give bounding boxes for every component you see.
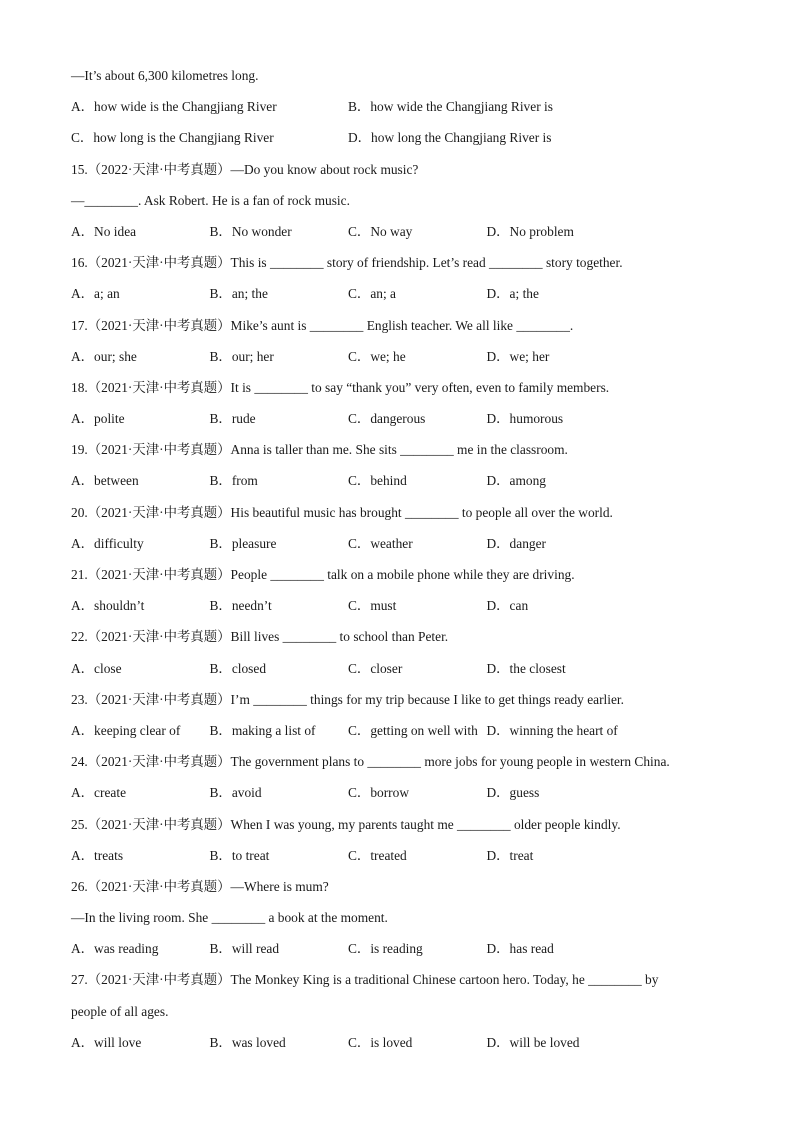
question-stem: 20.（2021·天津·中考真题）His beautiful music has brought ________ to people all over the world. bbox=[71, 504, 613, 520]
option-row bbox=[71, 95, 724, 126]
option-row bbox=[71, 282, 724, 313]
question-stem: 23.（2021·天津·中考真题）I’m ________ things for my trip because I like to get things ready earlier. bbox=[71, 691, 624, 707]
question-stem: 15.（2022·天津·中考真题）—Do you know about rock music? bbox=[71, 161, 419, 177]
intro-block bbox=[71, 64, 724, 158]
option-d: D．guess bbox=[486, 785, 540, 801]
option-a: A．create bbox=[71, 785, 127, 801]
option-c: C．is loved bbox=[348, 1034, 413, 1050]
question-item bbox=[71, 438, 724, 500]
question-stem: 25.（2021·天津·中考真题）When I was young, my parents taught me ________ older people kindly. bbox=[71, 816, 621, 832]
question-item bbox=[71, 875, 724, 969]
option-d: D．a; the bbox=[486, 286, 539, 302]
option-row bbox=[71, 532, 724, 563]
option-a: A．shouldn’t bbox=[71, 598, 145, 614]
question-stem: 21.（2021·天津·中考真题）People ________ talk on a mobile phone while they are driving. bbox=[71, 567, 575, 582]
option-c: C．weather bbox=[348, 535, 413, 551]
option-row bbox=[71, 719, 724, 750]
option-b: B．making a list of bbox=[209, 722, 316, 738]
option-row bbox=[71, 407, 724, 438]
option-row bbox=[71, 781, 724, 812]
option-a: A．treats bbox=[71, 847, 124, 863]
option-d: D．treat bbox=[486, 847, 534, 863]
question-line: people of all ages. bbox=[71, 1003, 169, 1019]
question-item bbox=[71, 314, 724, 376]
option-b: B．how wide the Changjiang River is bbox=[348, 99, 553, 115]
question-item bbox=[71, 968, 724, 1062]
option-a: A．No idea bbox=[71, 223, 137, 239]
question-item bbox=[71, 688, 724, 750]
option-b: B．was loved bbox=[209, 1034, 286, 1050]
option-a: A．how wide is the Changjiang River bbox=[71, 99, 277, 115]
option-b: B．to treat bbox=[209, 847, 270, 863]
option-a: A．between bbox=[71, 473, 139, 489]
option-b: B．will read bbox=[209, 941, 280, 957]
option-b: B．our; her bbox=[209, 348, 274, 364]
option-c: C．behind bbox=[348, 473, 407, 489]
question-item bbox=[71, 625, 724, 687]
option-c: C．getting on well with bbox=[348, 722, 478, 738]
option-a: A．polite bbox=[71, 411, 125, 427]
option-d: D．No problem bbox=[486, 223, 574, 239]
option-b: B．needn’t bbox=[209, 598, 272, 614]
option-c: C．must bbox=[348, 598, 397, 614]
option-d: D．how long the Changjiang River is bbox=[348, 130, 552, 146]
option-c: C．how long is the Changjiang River bbox=[71, 130, 274, 146]
option-b: B．pleasure bbox=[209, 535, 277, 551]
option-a: A．will love bbox=[71, 1034, 142, 1050]
option-d: D．we; her bbox=[486, 348, 550, 364]
option-row bbox=[71, 937, 724, 968]
option-a: A．keeping clear of bbox=[71, 722, 181, 738]
option-b: B．rude bbox=[209, 411, 256, 427]
option-a: A．close bbox=[71, 660, 122, 676]
option-b: B．No wonder bbox=[209, 223, 292, 239]
option-a: A．difficulty bbox=[71, 535, 144, 551]
option-c: C．treated bbox=[348, 847, 407, 863]
question-item bbox=[71, 750, 724, 812]
option-b: B．avoid bbox=[209, 785, 262, 801]
question-line: —________. Ask Robert. He is a fan of rock music. bbox=[71, 192, 350, 208]
option-row bbox=[71, 657, 724, 688]
option-row bbox=[71, 1031, 724, 1062]
option-d: D．the closest bbox=[486, 660, 566, 676]
option-d: D．among bbox=[486, 473, 547, 489]
option-b: B．from bbox=[209, 473, 258, 489]
question-stem: 16.（2021·天津·中考真题）This is ________ story of friendship. Let’s read ________ story together. bbox=[71, 255, 623, 271]
question-item bbox=[71, 376, 724, 438]
question-stem: 18.（2021·天津·中考真题）It is ________ to say “thank you” very often, even to family members. bbox=[71, 379, 610, 395]
question-stem: 26.（2021·天津·中考真题）—Where is mum? bbox=[71, 878, 329, 894]
question-stem: 19.（2021·天津·中考真题）Anna is taller than me. She sits ________ me in the classroom. bbox=[71, 442, 568, 458]
option-b: B．an; the bbox=[209, 286, 268, 302]
option-a: A．our; she bbox=[71, 348, 137, 364]
option-c: C．borrow bbox=[348, 785, 409, 801]
option-row bbox=[71, 345, 724, 376]
question-item bbox=[71, 563, 724, 625]
option-d: D．danger bbox=[486, 535, 546, 551]
question-item bbox=[71, 813, 724, 875]
option-row bbox=[71, 844, 724, 875]
option-a: A．was reading bbox=[71, 941, 159, 957]
option-c: C．we; he bbox=[348, 348, 406, 364]
option-row bbox=[71, 469, 724, 500]
option-c: C．dangerous bbox=[348, 411, 426, 427]
question-item bbox=[71, 501, 724, 563]
option-c: C．closer bbox=[348, 660, 403, 676]
question-line: —In the living room. She ________ a book at the moment. bbox=[71, 910, 388, 926]
option-c: C．an; a bbox=[348, 286, 396, 302]
option-row bbox=[71, 220, 724, 251]
option-d: D．humorous bbox=[486, 411, 564, 427]
question-stem: 17.（2021·天津·中考真题）Mike’s aunt is ________ English teacher. We all like ________. bbox=[71, 317, 574, 333]
option-c: C．No way bbox=[348, 223, 413, 239]
question-list bbox=[71, 158, 724, 1062]
option-a: A．a; an bbox=[71, 286, 120, 302]
option-b: B．closed bbox=[209, 660, 267, 676]
answer-line: —It’s about 6,300 kilometres long. bbox=[71, 68, 259, 83]
option-d: D．winning the heart of bbox=[486, 722, 618, 738]
question-stem: 24.（2021·天津·中考真题）The government plans to ________ more jobs for young people in western China. bbox=[71, 754, 670, 770]
option-d: D．can bbox=[486, 598, 529, 614]
option-row bbox=[71, 594, 724, 625]
option-d: D．will be loved bbox=[486, 1034, 580, 1050]
question-item bbox=[71, 158, 724, 252]
option-row bbox=[71, 126, 724, 157]
option-c: C．is reading bbox=[348, 941, 423, 957]
question-stem: 22.（2021·天津·中考真题）Bill lives ________ to school than Peter. bbox=[71, 629, 449, 645]
question-item bbox=[71, 251, 724, 313]
question-stem: 27.（2021·天津·中考真题）The Monkey King is a traditional Chinese cartoon hero. Today, he ________ by bbox=[71, 972, 659, 988]
option-d: D．has read bbox=[486, 941, 554, 957]
